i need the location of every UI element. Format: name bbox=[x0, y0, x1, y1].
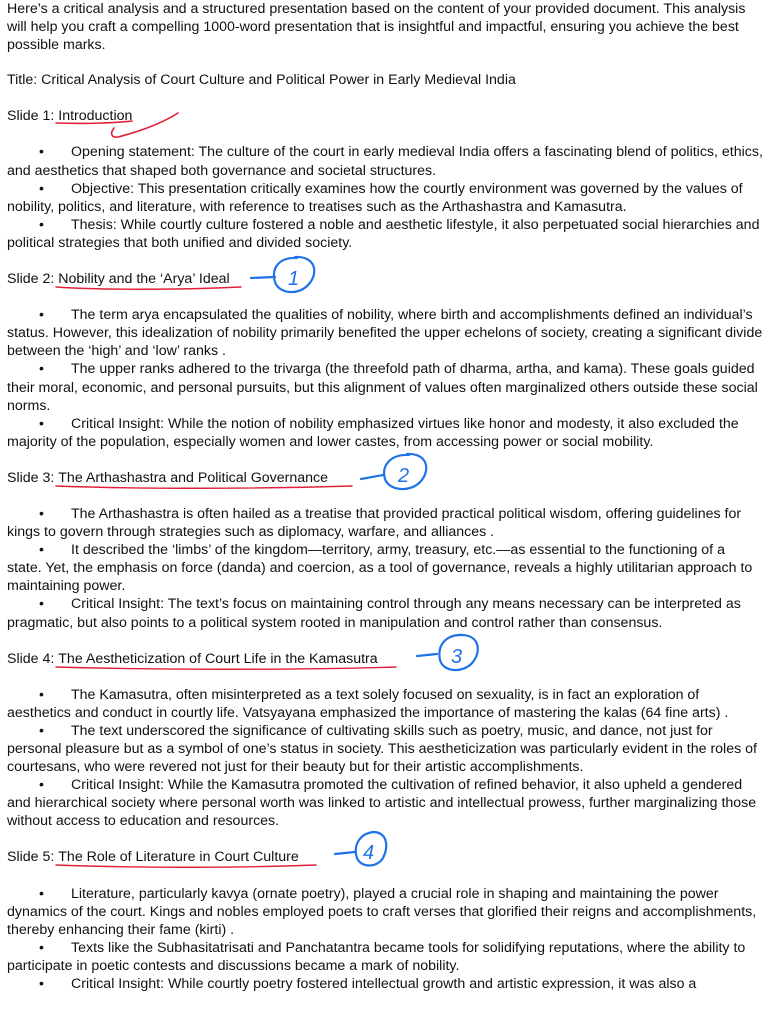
annotation-number: 1 bbox=[288, 268, 300, 291]
slide-5-heading bbox=[7, 842, 763, 866]
slide-1-heading bbox=[7, 107, 763, 125]
bullet-item: • The text underscored the significance of cultivating skills such as poetry, music, and dance, not just for personal pleasure but as a symbol of one’s status in society. This aestheticization was particularly evident in the roles of courtesans, who were revered not just for their beauty but for their artistic accomplishments. bbox=[7, 722, 757, 776]
circled-number-annotation bbox=[333, 828, 413, 878]
bullet-item: • The term arya encapsulated the qualities of nobility, where birth and accomplishments defined an individual’s status. However, this idealization of nobility primarily benefited the upper echelons of society, creating a significant divide between the ‘high’ and ‘low’ ranks . bbox=[7, 307, 763, 360]
slide-title: The Aestheticization of Court Life in the Kamasutra bbox=[58, 650, 377, 668]
bullet-glyph: • bbox=[39, 722, 44, 739]
bullet-glyph: • bbox=[39, 415, 44, 432]
circled-number-annotation bbox=[359, 451, 439, 501]
slide-title: Nobility and the ‘Arya’ Ideal bbox=[58, 270, 229, 288]
bullet-glyph: • bbox=[39, 885, 44, 902]
bullet-item: • Critical Insight: The text’s focus on maintaining control through any means necessary can be interpreted as pragmatic, but also points to a political system rooted in manipulation and control rather than consensus. bbox=[7, 596, 741, 631]
bullet-glyph: • bbox=[39, 596, 44, 613]
bullet-glyph: • bbox=[39, 542, 44, 559]
bullet-glyph: • bbox=[39, 777, 44, 794]
circled-number-annotation bbox=[249, 254, 329, 304]
slide-4-heading bbox=[7, 645, 763, 668]
bullet-item: • The Kamasutra, often misinterpreted as a text solely focused on sexuality, is in fact an exploration of aesthetics and conduct in courtly life. Vatsyayana emphasized the importance of mastering the kalas (64 fine arts) . bbox=[7, 686, 729, 721]
bullet-item: • It described the ‘limbs’ of the kingdom—territory, army, treasury, etc.—as essential to the functioning of a state. Yet, the emphasis on force (danda) and coercion, as a tool of governance, reveals a highly utilitarian approach to maintaining power. bbox=[7, 542, 753, 595]
bullet-item: • Texts like the Subhasitatrisati and Panchatantra became tools for solidifying reputations, where the ability to participate in poetic contests and discussions became a mark of nobility. bbox=[7, 939, 746, 974]
bullet-glyph: • bbox=[39, 686, 44, 703]
bullet-item: • The upper ranks adhered to the trivarga (the threefold path of dharma, artha, and kama). These goals guided their moral, economic, and personal pursuits, but this alignment of values often marginalized others outside these social norms. bbox=[7, 361, 758, 414]
bullet-item: • Critical Insight: While the Kamasutra promoted the cultivation of refined behavior, it also upheld a gendered and hierarchical society where personal worth was linked to artistic and intellectual prowess, further marginalizing those without access to education and resources. bbox=[7, 777, 757, 830]
annotation-number: 4 bbox=[363, 842, 375, 865]
document-body bbox=[7, 0, 763, 993]
bullet-glyph: • bbox=[39, 216, 44, 233]
document-title: Title: Critical Analysis of Court Culture and Political Power in Early Medieval India bbox=[7, 72, 516, 89]
slide-2-heading bbox=[7, 268, 763, 291]
slide-label: Slide 5: bbox=[7, 849, 59, 866]
slide-label: Slide 2: bbox=[7, 271, 59, 288]
bullet-glyph: • bbox=[39, 361, 44, 378]
bullet-item: • Objective: This presentation critically examines how the courtly environment was governed by the values of nobility, politics, and literature, with reference to treatises such as the Arthashastra and Kamasutra. bbox=[7, 180, 743, 215]
bullet-glyph: • bbox=[39, 180, 44, 197]
slide-3-heading bbox=[7, 464, 763, 487]
bullet-item: • Critical Insight: While courtly poetry fostered intellectual growth and artistic expression, it was also a bbox=[39, 976, 697, 993]
slide-title: The Role of Literature in Court Culture bbox=[58, 848, 299, 866]
bullet-glyph: • bbox=[39, 976, 44, 993]
bullet-item: • Literature, particularly kavya (ornate poetry), played a crucial role in shaping and maintaining the power dynamics of the court. Kings and nobles employed poets to craft verses that glorified their reigns and accomplishments, thereby enhancing their fame (kirti) . bbox=[7, 885, 757, 938]
bullet-item: • Opening statement: The culture of the court in early medieval India offers a fascinating blend of politics, ethics, and aesthetics that shaped both governance and societal structures. bbox=[7, 144, 763, 179]
bullet-glyph: • bbox=[39, 307, 44, 324]
slide-title: Introduction bbox=[58, 107, 132, 125]
bullet-glyph: • bbox=[39, 144, 44, 161]
circled-number-annotation bbox=[415, 632, 495, 682]
slide-label: Slide 4: bbox=[7, 650, 59, 667]
bullet-item: • The Arthashastra is often hailed as a treatise that provided practical political wisdom, offering guidelines for kings to govern through strategies such as diplomacy, warfare, and alliances . bbox=[7, 505, 742, 541]
annotation-number: 3 bbox=[451, 645, 463, 668]
slide-title: The Arthashastra and Political Governance bbox=[58, 469, 328, 487]
slide-label: Slide 3: bbox=[7, 469, 59, 486]
bullet-glyph: • bbox=[39, 505, 44, 522]
slide-label: Slide 1: bbox=[7, 108, 59, 125]
intro-paragraph: Here’s a critical analysis and a structured presentation based on the content of your provided document. This analysis will help you craft a compelling 1000-word presentation that is insightful and impactful, ensuring you achieve the best possible marks. bbox=[7, 1, 746, 54]
bullet-item: • Critical Insight: While the notion of nobility emphasized virtues like honor and modesty, it also excluded the majority of the population, especially women and lower castes, from accessing power or social mobility. bbox=[7, 415, 739, 450]
bullet-glyph: • bbox=[39, 939, 44, 956]
bullet-item: • Thesis: While courtly culture fostered a noble and aesthetic lifestyle, it also perpetuated social hierarchies and political strategies that both unified and divided society. bbox=[7, 216, 760, 251]
annotation-number: 2 bbox=[398, 464, 410, 487]
